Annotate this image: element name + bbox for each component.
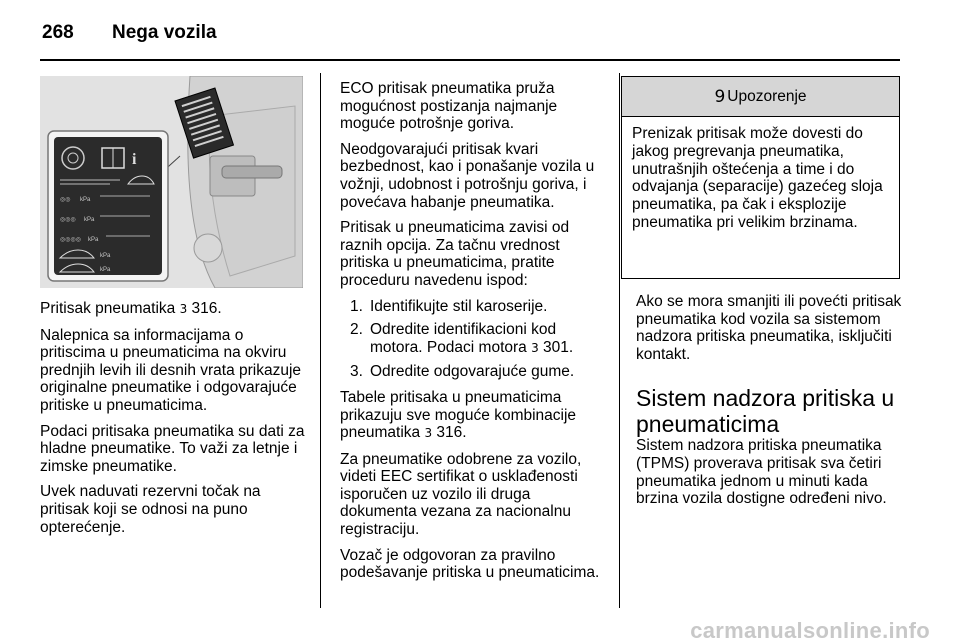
left-column [40,300,308,544]
left-paragraph-3: Podaci pritisaka pneumatika su dati za hladne pneumatike. To važi za letnje i zimske pneumatike. [40,422,305,475]
middle-paragraph-1: ECO pritisak pneumatika pruža mogućnost postizanja najmanje moguće potrošnje goriva. [340,80,558,133]
sticker-row-1: ◎◎ [60,197,71,203]
page-title: Nega vozila [112,22,217,43]
page-ref-icon: 3 [531,340,539,355]
warning-header [622,77,899,117]
middle-column [340,80,608,590]
tire-label-illustration [40,76,303,288]
middle-paragraph-3: Pritisak u pneumaticima zavisi od raznih opcija. Za tačnu vrednost pritiska u pneumaticima, pratite proceduru navedenu ispod: [340,219,570,289]
page-ref-icon: 3 [179,302,188,316]
left-paragraph-1: Pritisak pneumatika 3 316. [40,300,222,317]
column-divider-2 [619,73,620,608]
warning-triangle-icon: 9 [714,86,726,107]
section-heading: Sistem nadzora pritiska u pneumaticima [636,385,895,438]
middle-paragraph-4: Tabele pritisaka u pneumaticima prikazuju sve moguće kombinacije pneumatika 3 316. [340,388,577,442]
header-rule [40,59,900,61]
svg-text:kPa: kPa [88,237,99,243]
sticker-row-2: ◎◎◎ [60,217,76,223]
warning-title: Upozorenje [727,87,807,105]
column-divider-1 [320,73,321,608]
svg-text:kPa: kPa [100,253,111,259]
middle-paragraph-5: Za pneumatike odobrene za vozilo, videti EEC sertifikat o usklađenosti isporučen uz vozilo ili druga dokumenta vezana za nacionalnu registraciju. [340,450,582,539]
svg-text:kPa: kPa [84,217,95,223]
svg-text:i: i [132,151,137,168]
left-paragraph-4: Uvek naduvati rezervni točak na pritisak koji se odnosi na puno opterećenje. [40,483,261,536]
svg-text:kPa: kPa [100,267,111,273]
procedure-list [340,298,608,381]
right-paragraph-2: Sistem nadzora pritiska pneumatika (TPMS) proverava pritisak sva četiri pneumatika jednom u minuti kada brzina vozila dostigne određeni nivo. [636,437,887,508]
middle-paragraph-6: Vozač je odgovoran za pravilno podešavanje pritiska u pneumaticima. [340,546,600,582]
page-number: 268 [42,22,74,43]
right-column [636,293,902,516]
svg-text:◎◎◎◎: ◎◎◎◎ [60,237,81,243]
right-paragraph-1: Ako se mora smanjiti ili povećti pritisak pneumatika kod vozila sa sistemom nadzora pritiska pneumatika, isključiti kontakt. [636,293,902,363]
door-frame-drawing [40,76,303,288]
left-paragraph-2: Nalepnica sa informacijama o pritiscima u pneumaticima na okviru prednjih levih ili desnih vrata prikazuje originalne pneumatike i odgovarajuće pritiske u pneumaticima. [40,326,302,414]
list-item: 1. Identifikujte stil karoserije. [350,297,548,315]
warning-text: Prenizak pritisak može dovesti do jakog pregrevanja pneumatika, unutrašnjih oštećenja a time i do odvajanja (separacije) gazećeg sloja pneumatika, pa čak i eksplozije pneumatika pri velikim brzinama. [632,125,883,231]
page-ref-icon: 3 [424,426,433,441]
svg-text:kPa: kPa [80,197,91,203]
warning-box [621,76,900,279]
page-header [42,22,217,44]
watermark: carmanualsonline.info [690,618,930,643]
list-item: 2. Odredite identifikacioni kod motora. Podaci motora 3 301. [350,321,574,356]
middle-paragraph-2: Neodgovarajući pritisak kvari bezbednost, kao i ponašanje vozila u vožnji, udobnost i potrošnju goriva, i povećava habanje pneumatika. [340,140,595,211]
list-item: 3. Odredite odgovarajuće gume. [350,363,575,381]
